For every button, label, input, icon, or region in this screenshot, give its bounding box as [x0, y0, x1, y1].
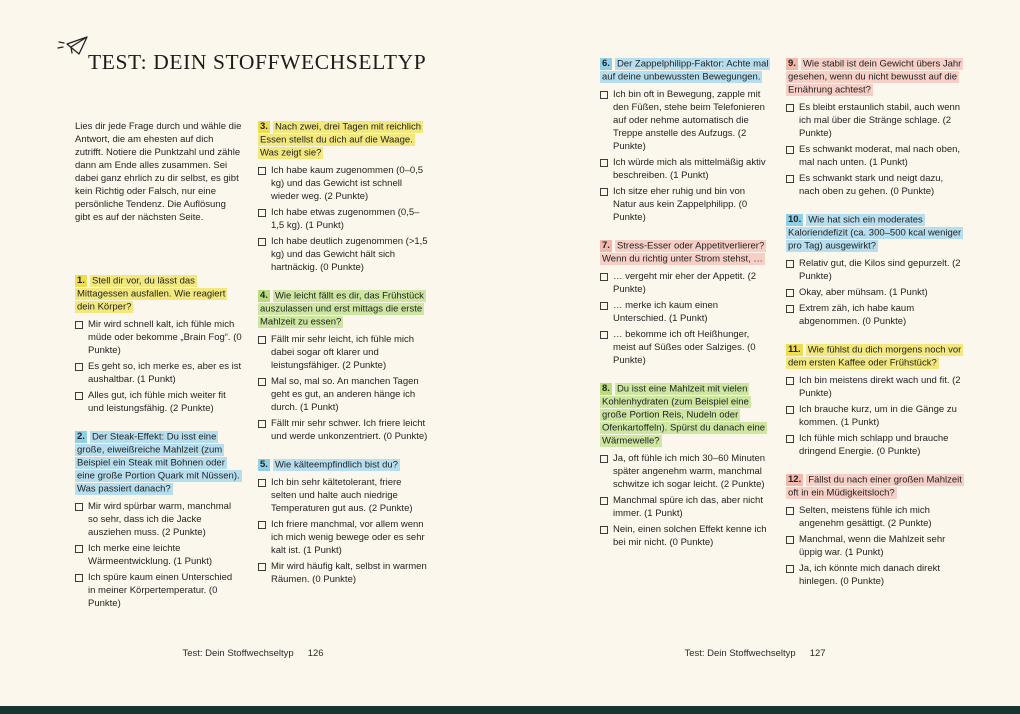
question-block [258, 289, 428, 443]
checkbox-icon[interactable] [75, 574, 83, 582]
question-number-badge: 1. [77, 275, 85, 286]
answer-option [786, 172, 964, 198]
answer-text: Ich spüre kaum einen Unterschied in meiner Körpertemperatur. (0 Punkte) [88, 572, 233, 609]
question-text: Der Zappelphilipp-Faktor: Achte mal auf deine unbewussten Bewegungen. [602, 58, 769, 82]
answer-option [600, 523, 770, 549]
question-header [786, 213, 964, 252]
answer-option [258, 417, 428, 443]
answer-text: Mir wird häufig kalt, selbst in warmen Räumen. (0 Punkte) [271, 561, 427, 585]
answer-text: Selten, meistens fühle ich mich angenehm gesättigt. (2 Punkte) [799, 505, 932, 529]
paper-airplane-icon [56, 34, 90, 64]
question-text: Wie leicht fällt es dir, das Frühstück auszulassen und erst mittags die erste Mahlzeit zu essen? [260, 290, 424, 327]
answer-list [258, 333, 428, 443]
question-header [600, 57, 770, 83]
question-number-badge: 3. [260, 121, 268, 132]
answer-text: Es geht so, ich merke es, aber es ist aushaltbar. (1 Punkt) [88, 361, 242, 385]
answer-option [258, 375, 428, 414]
answer-list [258, 164, 428, 274]
question-block [75, 430, 242, 610]
answer-text: Ich merke eine leichte Wärmeentwicklung. (1 Punkt) [88, 543, 213, 567]
column-4 [786, 57, 964, 603]
question-block [258, 458, 428, 586]
checkbox-icon[interactable] [75, 392, 83, 400]
answer-text: Ich brauche kurz, um in die Gänge zu kommen. (1 Punkt) [799, 404, 957, 428]
checkbox-icon[interactable] [258, 238, 266, 246]
question-header [786, 343, 964, 369]
question-header [258, 289, 428, 328]
answer-option [75, 542, 242, 568]
answer-text: Ich würde mich als mittelmäßig aktiv beschreiben. (1 Punkt) [613, 157, 766, 181]
answer-option [600, 452, 770, 491]
answer-option [258, 560, 428, 586]
question-text: Wie fühlst du dich morgens noch vor dem ersten Kaffee oder Frühstück? [788, 344, 962, 368]
answer-text: Relativ gut, die Kilos sind gepurzelt. (2 Punkte) [799, 258, 961, 282]
answer-text: Manchmal, wenn die Mahlzeit sehr üppig war. (1 Punkt) [799, 534, 946, 558]
checkbox-icon[interactable] [600, 497, 608, 505]
page-number-right: 127 [809, 648, 826, 659]
answer-option [75, 389, 242, 415]
checkbox-icon[interactable] [786, 260, 794, 268]
question-number-badge: 4. [260, 290, 268, 301]
answer-option [75, 571, 242, 610]
question-text: Du isst eine Mahlzeit mit vielen Kohlenhydraten (zum Beispiel eine große Portion Reis, Nudeln oder Ofenkartoffeln). Spürst du danach eine Wärmewelle? [602, 383, 766, 446]
question-header [786, 57, 964, 96]
answer-text: Ich habe etwas zugenommen (0,5–1,5 kg). (1 Punkt) [271, 207, 420, 231]
question-number-badge: 10. [788, 214, 802, 225]
question-number-badge: 9. [788, 58, 796, 69]
footer-label: Test: Dein Stoffwechseltyp [182, 648, 294, 659]
answer-text: … bekomme ich oft Heißhunger, meist auf Süßes oder Salziges. (0 Punkte) [613, 329, 756, 366]
answer-text: Ich friere manchmal, vor allem wenn ich mich wenig bewege oder es sehr kalt ist. (1 Punkt) [271, 519, 425, 556]
answer-option [75, 360, 242, 386]
checkbox-icon[interactable] [258, 336, 266, 344]
answer-text: Nein, einen solchen Effekt kenne ich bei mir nicht. (0 Punkte) [613, 524, 767, 548]
question-header [75, 274, 242, 313]
answer-option [600, 88, 770, 153]
question-text: Wie hat sich ein moderates Kaloriendefizit (ca. 300–500 kcal weniger pro Tag) ausgewirkt? [788, 214, 962, 251]
answer-option [786, 533, 964, 559]
answer-text: … vergeht mir eher der Appetit. (2 Punkte) [613, 271, 757, 295]
question-header [786, 473, 964, 499]
question-block [258, 120, 428, 274]
answer-option [786, 504, 964, 530]
checkbox-icon[interactable] [258, 378, 266, 386]
question-block [600, 57, 770, 224]
answer-option [786, 403, 964, 429]
checkbox-icon[interactable] [75, 321, 83, 329]
checkbox-icon[interactable] [600, 159, 608, 167]
answer-list [600, 88, 770, 224]
answer-text: Mir wird spürbar warm, manchmal so sehr, dass ich die Jacke ausziehen muss. (2 Punkte) [88, 501, 232, 538]
question-header [75, 430, 242, 495]
column-1 [75, 120, 242, 625]
checkbox-icon[interactable] [786, 406, 794, 414]
answer-text: Extrem zäh, ich habe kaum abgenommen. (0 Punkte) [799, 303, 915, 327]
answer-text: Ich bin sehr kältetolerant, friere selten und halte auch niedrige Temperaturen gut aus. (2 Punkte) [271, 477, 413, 514]
checkbox-icon[interactable] [258, 521, 266, 529]
checkbox-icon[interactable] [600, 526, 608, 534]
question-block [786, 473, 964, 588]
answer-text: … merke ich kaum einen Unterschied. (1 Punkt) [613, 300, 719, 324]
question-block [75, 274, 242, 415]
answer-text: Mal so, mal so. An manchen Tagen geht es gut, an anderen hänge ich durch. (1 Punkt) [271, 376, 419, 413]
question-text: Stress-Esser oder Appetitverlierer? Wenn du richtig unter Strom stehst, … [602, 240, 765, 264]
answer-list [786, 374, 964, 458]
answer-list [258, 476, 428, 586]
answer-text: Ich bin oft in Bewegung, zapple mit den Füßen, stehe beim Telefonieren auf oder nehme automatisch die Treppe anstelle des Aufzugs. (2 Punkte) [613, 89, 765, 152]
checkbox-icon[interactable] [600, 302, 608, 310]
answer-text: Fällt mir sehr leicht, ich fühle mich dabei sogar oft klarer und leistungsfähiger. (2 Punkte) [271, 334, 415, 371]
checkbox-icon[interactable] [786, 146, 794, 154]
answer-option [600, 156, 770, 182]
answer-list [75, 500, 242, 610]
answer-option [75, 500, 242, 539]
answer-text: Ich fühle mich schlapp und brauche dringend Energie. (0 Punkte) [799, 433, 949, 457]
answer-text: Mir wird schnell kalt, ich fühle mich müde oder bekomme „Brain Fog“. (0 Punkte) [88, 319, 242, 356]
question-block [786, 57, 964, 198]
answer-text: Alles gut, ich fühle mich weiter fit und leistungsfähig. (2 Punkte) [88, 390, 226, 414]
checkbox-icon[interactable] [786, 305, 794, 313]
checkbox-icon[interactable] [75, 363, 83, 371]
checkbox-icon[interactable] [600, 188, 608, 196]
question-number-badge: 5. [260, 459, 268, 470]
answer-text: Fällt mir sehr schwer. Ich friere leicht und werde unkonzentriert. (0 Punkte) [271, 418, 428, 442]
checkbox-icon[interactable] [600, 331, 608, 339]
footer-right [580, 648, 930, 659]
question-block [786, 343, 964, 458]
answer-option [786, 143, 964, 169]
answer-option [258, 476, 428, 515]
checkbox-icon[interactable] [786, 507, 794, 515]
checkbox-icon[interactable] [258, 167, 266, 175]
checkbox-icon[interactable] [786, 289, 794, 297]
answer-option [600, 299, 770, 325]
answer-option [258, 333, 428, 372]
answer-option [258, 518, 428, 557]
checkbox-icon[interactable] [258, 209, 266, 217]
answer-text: Es bleibt erstaunlich stabil, auch wenn ich mal über die Stränge schlage. (2 Punkte) [799, 102, 961, 139]
question-text: Stell dir vor, du lässt das Mittagessen ausfallen. Wie reagiert dein Körper? [77, 275, 226, 312]
answer-text: Ja, ich könnte mich danach direkt hinlegen. (0 Punkte) [799, 563, 940, 587]
answer-option [786, 374, 964, 400]
checkbox-icon[interactable] [600, 273, 608, 281]
answer-option [786, 257, 964, 283]
question-text: Fällst du nach einer großen Mahlzeit oft in ein Müdigkeitsloch? [788, 474, 962, 498]
question-header [600, 382, 770, 447]
answer-text: Ich sitze eher ruhig und bin von Natur aus kein Zappelphilipp. (0 Punkte) [613, 186, 748, 223]
answer-option [75, 318, 242, 357]
page-number-left: 126 [307, 648, 324, 659]
checkbox-icon[interactable] [786, 435, 794, 443]
question-number-badge: 2. [77, 431, 85, 442]
checkbox-icon[interactable] [258, 479, 266, 487]
question-number-badge: 6. [602, 58, 610, 69]
footer-left [75, 648, 431, 659]
question-header [258, 458, 428, 471]
answer-option [786, 432, 964, 458]
question-header [600, 239, 770, 265]
answer-list [786, 101, 964, 198]
answer-text: Ich habe kaum zugenommen (0–0,5 kg) und das Gewicht ist schnell wieder weg. (2 Punkte) [271, 165, 424, 202]
column-3 [600, 57, 770, 564]
bottom-edge-bar [0, 706, 1020, 714]
checkbox-icon[interactable] [75, 545, 83, 553]
answer-option [786, 101, 964, 140]
checkbox-icon[interactable] [786, 536, 794, 544]
answer-text: Es schwankt stark und neigt dazu, nach oben zu gehen. (0 Punkte) [799, 173, 944, 197]
question-number-badge: 8. [602, 383, 610, 394]
question-block [600, 239, 770, 367]
answer-option [786, 286, 964, 299]
checkbox-icon[interactable] [258, 563, 266, 571]
answer-list [600, 452, 770, 549]
answer-text: Okay, aber mühsam. (1 Punkt) [799, 287, 928, 298]
question-number-badge: 11. [788, 344, 801, 355]
question-block [786, 213, 964, 328]
answer-option [600, 185, 770, 224]
page-title: TEST: DEIN STOFFWECHSELTYP [88, 50, 427, 74]
answer-option [258, 206, 428, 232]
question-number-badge: 12. [788, 474, 802, 485]
checkbox-icon[interactable] [600, 455, 608, 463]
question-text: Wie kälteempfindlich bist du? [274, 459, 398, 470]
answer-text: Manchmal spüre ich das, aber nicht immer. (1 Punkt) [613, 495, 763, 519]
answer-option [258, 164, 428, 203]
answer-text: Ja, oft fühle ich mich 30–60 Minuten später angenehm warm, manchmal schwitze ich sogar leicht. (2 Punkte) [613, 453, 766, 490]
answer-list [75, 318, 242, 415]
answer-text: Ich bin meistens direkt wach und fit. (2 Punkte) [799, 375, 961, 399]
answer-list [600, 270, 770, 367]
answer-option [786, 302, 964, 328]
question-text: Wie stabil ist dein Gewicht übers Jahr gesehen, wenn du nicht bewusst auf die Ernährung achtest? [788, 58, 962, 95]
answer-option [258, 235, 428, 274]
answer-text: Ich habe deutlich zugenommen (>1,5 kg) und das Gewicht hält sich hartnäckig. (0 Punkte) [271, 236, 428, 273]
question-text: Der Steak-Effekt: Du isst eine große, eiweißreiche Mahlzeit (zum Beispiel ein Steak mit Bohnen oder eine große Portion Quark mit Nüssen). Was passiert danach? [77, 431, 240, 494]
checkbox-icon[interactable] [786, 175, 794, 183]
question-text: Nach zwei, drei Tagen mit reichlich Essen stellst du dich auf die Waage. Was zeigt sie? [260, 121, 422, 158]
footer-label: Test: Dein Stoffwechseltyp [684, 648, 796, 659]
checkbox-icon[interactable] [600, 91, 608, 99]
checkbox-icon[interactable] [258, 420, 266, 428]
column-2 [258, 120, 428, 601]
answer-list [786, 504, 964, 588]
checkbox-icon[interactable] [786, 377, 794, 385]
answer-option [786, 562, 964, 588]
answer-option [600, 494, 770, 520]
question-block [600, 382, 770, 549]
intro-paragraph: Lies dir jede Frage durch und wähle die Antwort, die am ehesten auf dich zutrifft. Notiere die Punktzahl und zähle dann am Ende alles zusammen. Sei dabei ganz ehrlich zu dir selbst, es gibt kein Richtig oder Falsch, nur eine persönliche Tendenz. Die Auflösung gibt es auf der nächsten Seite. [75, 121, 242, 223]
checkbox-icon[interactable] [75, 503, 83, 511]
question-header [258, 120, 428, 159]
checkbox-icon[interactable] [786, 565, 794, 573]
question-number-badge: 7. [602, 240, 610, 251]
answer-option [600, 270, 770, 296]
answer-list [786, 257, 964, 328]
answer-option [600, 328, 770, 367]
checkbox-icon[interactable] [786, 104, 794, 112]
answer-text: Es schwankt moderat, mal nach oben, mal nach unten. (1 Punkt) [799, 144, 961, 168]
